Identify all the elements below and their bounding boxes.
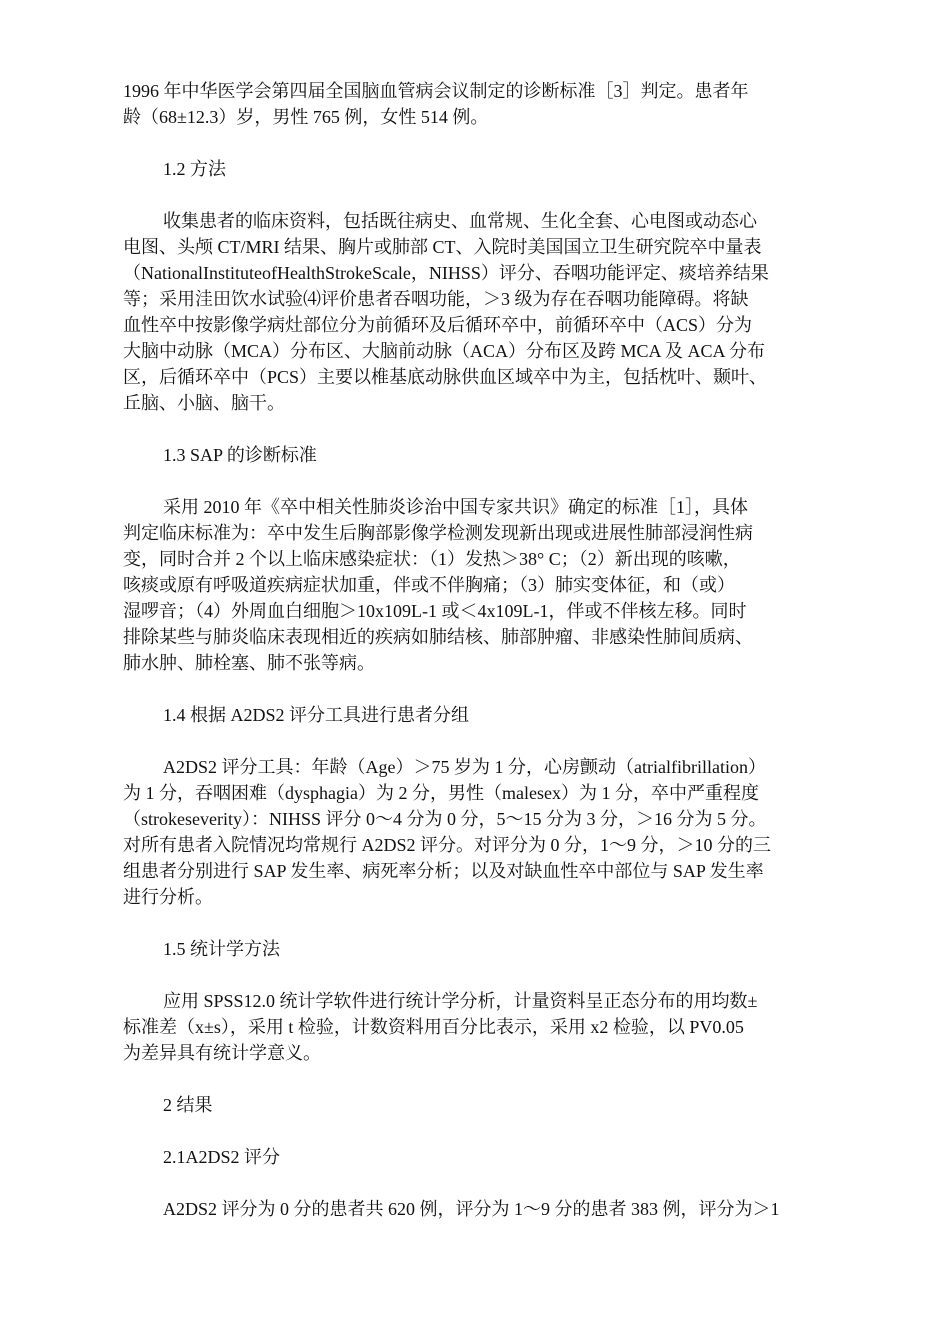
paragraph-line: 变，同时合并 2 个以上临床感染症状：（1）发热＞38° C；（2）新出现的咳嗽， bbox=[123, 549, 741, 569]
paragraph-line: 排除某些与肺炎临床表现相近的疾病如肺结核、肺部肿瘤、非感染性肺间质病、 bbox=[123, 627, 753, 647]
paragraph-line: 龄（68±12.3）岁，男性 765 例，女性 514 例。 bbox=[123, 107, 489, 127]
paragraph-line: 标准差（x±s），采用 t 检验，计数资料用百分比表示，采用 x2 检验，以 PV0.05 bbox=[123, 1017, 744, 1037]
paragraph-line: 咳痰或原有呼吸道疾病症状加重，伴或不伴胸痛；（3）肺实变体征，和（或） bbox=[123, 575, 735, 595]
paragraph-line: 等；采用洼田饮水试验⑷评价患者吞咽功能，＞3 级为存在吞咽功能障碍。将缺 bbox=[123, 289, 749, 309]
paragraph-line: 为 1 分，吞咽困难（dysphagia）为 2 分，男性（malesex）为 1 分，卒中严重程度 bbox=[123, 783, 759, 803]
paragraph-line: （NationalInstituteofHealthStrokeScale，NIHSS）评分、吞咽功能评定、痰培养结果 bbox=[123, 263, 769, 283]
section-heading-2-1: 2.1A2DS2 评分 bbox=[163, 1147, 281, 1167]
paragraph-line: 丘脑、小脑、脑干。 bbox=[123, 393, 285, 413]
section-heading-1-3: 1.3 SAP 的诊断标准 bbox=[163, 445, 317, 465]
paragraph-line: 应用 SPSS12.0 统计学软件进行统计学分析，计量资料呈正态分布的用均数± bbox=[163, 991, 758, 1011]
paragraph-line: 电图、头颅 CT/MRI 结果、胸片或肺部 CT、入院时美国国立卫生研究院卒中量表 bbox=[123, 237, 762, 257]
paragraph-line: A2DS2 评分为 0 分的患者共 620 例，评分为 1〜9 分的患者 383 例，评分为＞1 bbox=[163, 1199, 780, 1219]
paragraph-line: 1996 年中华医学会第四届全国脑血管病会议制定的诊断标准［3］判定。患者年 bbox=[123, 81, 749, 101]
paragraph-line: 肺水肿、肺栓塞、肺不张等病。 bbox=[123, 653, 375, 673]
paragraph-line: 进行分析。 bbox=[123, 887, 213, 907]
document-page bbox=[123, 78, 853, 1222]
paragraph-line: 采用 2010 年《卒中相关性肺炎诊治中国专家共识》确定的标准［1］，具体 bbox=[163, 497, 748, 517]
paragraph-line: 湿啰音；（4）外周血白细胞＞10x109L-1 或＜4x109L-1，伴或不伴核左移。同时 bbox=[123, 601, 747, 621]
paragraph-line: 为差异具有统计学意义。 bbox=[123, 1043, 321, 1063]
section-heading-1-4: 1.4 根据 A2DS2 评分工具进行患者分组 bbox=[163, 705, 470, 725]
section-heading-1-2: 1.2 方法 bbox=[163, 159, 226, 179]
paragraph-line: 大脑中动脉（MCA）分布区、大脑前动脉（ACA）分布区及跨 MCA 及 ACA 分布 bbox=[123, 341, 766, 361]
paragraph-line: 对所有患者入院情况均常规行 A2DS2 评分。对评分为 0 分，1〜9 分，＞10 分的三 bbox=[123, 835, 772, 855]
paragraph-line: 判定临床标准为：卒中发生后胸部影像学检测发现新出现或进展性肺部浸润性病 bbox=[123, 523, 753, 543]
paragraph-line: （strokeseverity）：NIHSS 评分 0〜4 分为 0 分，5〜15 分为 3 分，＞16 分为 5 分。 bbox=[123, 809, 767, 829]
paragraph-line: 收集患者的临床资料，包括既往病史、血常规、生化全套、心电图或动态心 bbox=[163, 211, 757, 231]
paragraph-line: 血性卒中按影像学病灶部位分为前循环及后循环卒中，前循环卒中（ACS）分为 bbox=[123, 315, 753, 335]
paragraph-line: 组患者分别进行 SAP 发生率、病死率分析；以及对缺血性卒中部位与 SAP 发生率 bbox=[123, 861, 764, 881]
section-heading-2: 2 结果 bbox=[163, 1095, 213, 1115]
section-heading-1-5: 1.5 统计学方法 bbox=[163, 939, 280, 959]
paragraph-line: A2DS2 评分工具：年龄（Age）＞75 岁为 1 分，心房颤动（atrialfibrillation） bbox=[163, 757, 766, 777]
paragraph-line: 区，后循环卒中（PCS）主要以椎基底动脉供血区域卒中为主，包括枕叶、颞叶、 bbox=[123, 367, 768, 387]
